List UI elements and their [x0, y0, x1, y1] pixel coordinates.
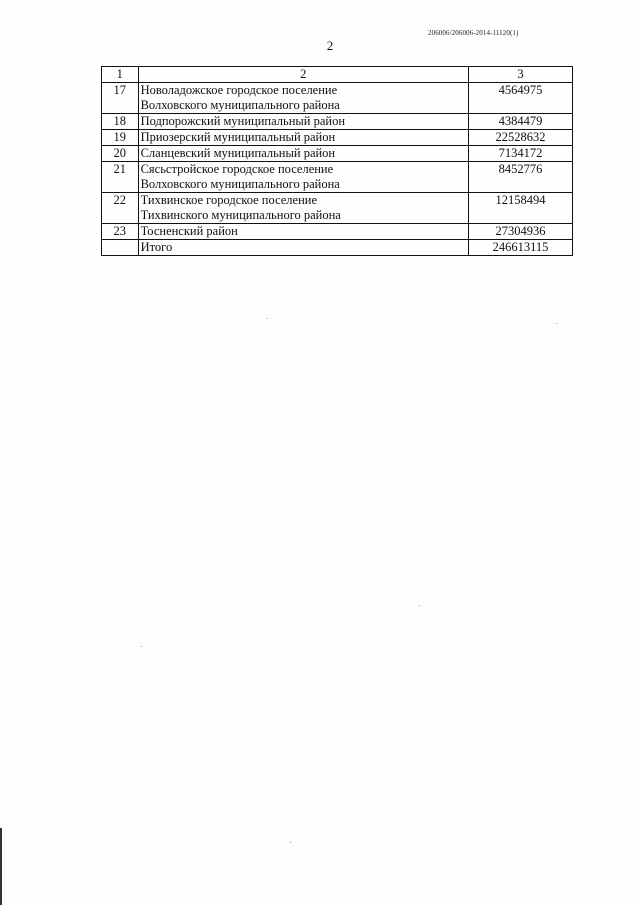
row-name-line: Волховского муниципального района: [140, 177, 340, 191]
row-number: 20: [102, 146, 139, 162]
row-name-line: Тихвинского муниципального района: [140, 208, 341, 222]
row-name-line: Подпорожский муниципальный район: [140, 114, 346, 128]
allocation-table: [101, 66, 573, 256]
table-row: [102, 162, 573, 193]
row-name-line: Тихвинское городское поселение: [140, 193, 318, 207]
row-value: 12158494: [468, 193, 572, 224]
page-number: 2: [326, 38, 334, 53]
scan-speck: [267, 318, 268, 319]
row-name: [138, 146, 468, 162]
column-header-2: 2: [138, 67, 468, 83]
row-name: [138, 240, 468, 256]
row-name-line: Приозерский муниципальный район: [140, 130, 336, 144]
column-header-3: 3: [468, 67, 572, 83]
row-name-line: Волховского муниципального района: [140, 98, 340, 112]
scan-speck: [141, 646, 142, 647]
row-name-line: Новоладожское городское поселение: [140, 83, 338, 97]
row-number: 21: [102, 162, 139, 193]
row-number: [102, 240, 139, 256]
row-name: [138, 130, 468, 146]
row-name-line: Сланцевский муниципальный район: [140, 146, 336, 160]
row-number: 23: [102, 224, 139, 240]
row-name: [138, 83, 468, 114]
row-number: 17: [102, 83, 139, 114]
row-name: [138, 193, 468, 224]
table-row: [102, 114, 573, 130]
row-value: 246613115: [468, 240, 572, 256]
row-name-line: Итого: [140, 240, 173, 254]
table-header-row: [102, 67, 573, 83]
row-name-line: Сясьстройское городское поселение: [140, 162, 334, 176]
scan-speck: [556, 323, 557, 324]
scan-edge-mark: [0, 828, 2, 905]
column-header-1: 1: [102, 67, 139, 83]
row-number: 22: [102, 193, 139, 224]
table-row: [102, 224, 573, 240]
table-row: [102, 130, 573, 146]
row-value: 4384479: [468, 114, 572, 130]
scan-speck: [290, 842, 291, 843]
table-row: [102, 193, 573, 224]
row-number: 19: [102, 130, 139, 146]
row-name: [138, 224, 468, 240]
row-value: 27304936: [468, 224, 572, 240]
row-value: 4564975: [468, 83, 572, 114]
table-row: [102, 83, 573, 114]
row-name-line: Тосненский район: [140, 224, 238, 238]
row-number: 18: [102, 114, 139, 130]
row-value: 7134172: [468, 146, 572, 162]
row-name: [138, 114, 468, 130]
table-row: [102, 146, 573, 162]
row-name: [138, 162, 468, 193]
table-row: [102, 240, 573, 256]
row-value: 22528632: [468, 130, 572, 146]
scan-speck: [419, 605, 420, 606]
document-id: 206006/206006-2014-11120(1): [428, 29, 519, 37]
row-value: 8452776: [468, 162, 572, 193]
